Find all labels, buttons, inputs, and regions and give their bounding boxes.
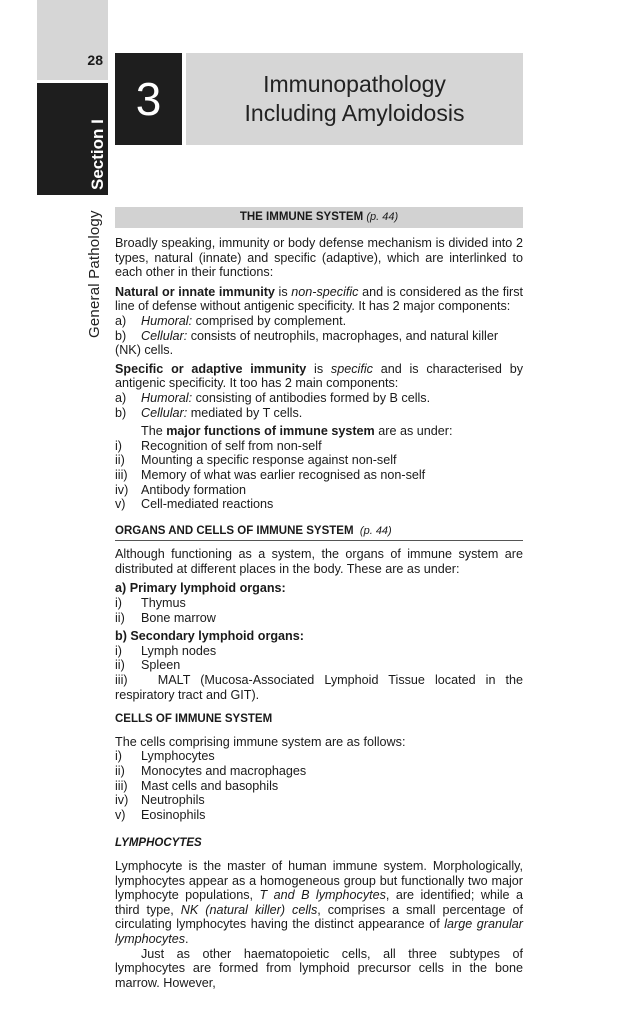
- organs-ref: (p. 44): [359, 524, 392, 537]
- list-marker: ii): [115, 453, 125, 468]
- list-label: Humoral:: [141, 313, 193, 328]
- list-marker: i): [115, 596, 122, 611]
- list-label: Humoral:: [141, 390, 193, 405]
- primary-organs-heading: a) Primary lymphoid organs:: [115, 581, 286, 596]
- list-text: Thymus: [141, 596, 186, 611]
- natural-term: Natural or innate immunity: [115, 284, 275, 299]
- list-marker: a): [115, 313, 127, 328]
- organs-heading-text: ORGANS AND CELLS OF IMMUNE SYSTEM: [115, 524, 354, 537]
- list-item: [115, 644, 523, 659]
- list-item: [115, 391, 523, 406]
- specific-immunity-para: [115, 362, 523, 391]
- text-run: , comprises a small percentage of circulating lymphocytes having the distinct appearance of: [115, 902, 524, 932]
- chapter-number: 3: [115, 53, 182, 145]
- text-run-italic: NK (natural killer) cells: [180, 902, 318, 917]
- list-marker: a): [115, 390, 127, 405]
- list-label: Cellular:: [141, 328, 188, 343]
- list-text: Lymph nodes: [141, 643, 217, 658]
- list-text: Mounting a specific response against non-self: [141, 453, 397, 468]
- immune-intro: Broadly speaking, immunity or body defense mechanism is divided into 2 types, natural (innate) and specific (adaptive), which are interlinked to each other in their functions:: [115, 236, 523, 280]
- list-marker: b): [115, 328, 127, 343]
- list-item: [115, 808, 523, 823]
- list-marker: iii): [115, 778, 128, 793]
- list-item: [115, 314, 523, 329]
- natural-immunity-para: [115, 285, 523, 314]
- list-marker: ii): [115, 610, 125, 625]
- list-text: consisting of antibodies formed by B cells.: [192, 390, 431, 405]
- text-run: Lymphocyte is the master of human immune system. Morphologically, lymphocytes appear as a homogeneous group but functionally two major lymphocyte populations,: [115, 858, 523, 903]
- list-text: Recognition of self from non-self: [141, 438, 322, 453]
- organs-intro: Although functioning as a system, the organs of immune system are distributed at different places in the body. These are as under:: [115, 547, 523, 576]
- lymphocytes-heading: LYMPHOCYTES: [115, 837, 202, 850]
- specific-is: is: [306, 361, 331, 376]
- list-marker: v): [115, 497, 126, 512]
- functions-post: are as under:: [374, 424, 453, 439]
- natural-nonspecific: non-specific: [291, 284, 359, 299]
- list-marker: ii): [115, 658, 125, 673]
- list-marker: i): [115, 438, 122, 453]
- list-marker: iv): [115, 482, 129, 497]
- list-text: Monocytes and macrophages: [141, 764, 307, 778]
- immune-system-heading: [115, 207, 523, 228]
- list-text: Eosinophils: [141, 807, 206, 822]
- list-item: [115, 468, 523, 483]
- specific-rest: and is characterised by antigenic specificity. It too has 2 main components:: [115, 361, 524, 391]
- list-text: Bone marrow: [141, 610, 216, 625]
- list-text: Memory of what was earlier recognised as non-self: [141, 467, 426, 482]
- immune-system-heading-text: THE IMMUNE SYSTEM: [239, 211, 364, 223]
- list-item: [115, 793, 523, 808]
- list-text: Lymphocytes: [141, 749, 215, 764]
- cells-intro: The cells comprising immune system are as follows:: [115, 734, 406, 749]
- list-marker: i): [115, 749, 122, 764]
- list-item: [115, 483, 523, 498]
- list-text: Neutrophils: [141, 793, 205, 808]
- page-number: 28: [87, 52, 103, 68]
- list-item: [115, 453, 523, 468]
- list-item: [115, 611, 523, 626]
- chapter-title-line1: Immunopathology: [263, 71, 446, 97]
- list-text: mediated by T cells.: [187, 405, 303, 420]
- part-label: General Pathology: [86, 210, 103, 338]
- list-item: [115, 596, 523, 611]
- list-item: [115, 779, 523, 794]
- list-marker: ii): [115, 764, 125, 778]
- list-text: Mast cells and basophils: [141, 778, 279, 793]
- text-run: , are identified; while a third type,: [115, 888, 523, 917]
- immune-system-ref: (p. 44): [366, 211, 399, 223]
- list-marker: v): [115, 807, 126, 822]
- list-marker: i): [115, 643, 122, 658]
- list-item: [115, 439, 523, 454]
- natural-rest: and is considered as the first line of defense without antigenic specificity. It has 2 major components:: [115, 284, 524, 314]
- malt-item: iii) MALT (Mucosa-Associated Lymphoid Tissue located in the respiratory tract and GIT).: [115, 673, 523, 702]
- list-item: [115, 749, 523, 764]
- functions-pre: The: [141, 424, 167, 439]
- text-run-italic: large granular lymphocytes: [115, 917, 523, 946]
- list-item: [115, 658, 523, 673]
- list-text: comprised by complement.: [192, 313, 347, 328]
- lymphocytes-para1: [115, 859, 523, 947]
- list-text: Spleen: [141, 658, 181, 673]
- organs-heading: [115, 524, 523, 542]
- list-item: [115, 497, 523, 512]
- list-marker: b): [115, 405, 127, 420]
- list-label: Cellular:: [141, 405, 188, 420]
- lymphocytes-para2: Just as other haematopoietic cells, all three subtypes of lymphocytes are formed from lymphoid precursor cells in the bone marrow. However,: [115, 946, 523, 990]
- secondary-organs-heading: b) Secondary lymphoid organs:: [115, 629, 304, 644]
- list-marker: iii): [115, 467, 128, 482]
- section-label: Section I: [88, 119, 107, 190]
- text-run-italic: T and B lymphocytes: [259, 888, 386, 903]
- list-text: consists of neutrophils, macrophages, and natural killer (NK) cells.: [115, 328, 499, 358]
- natural-is: is: [274, 284, 292, 299]
- specific-word: specific: [330, 361, 373, 376]
- page-content: [115, 207, 523, 995]
- list-text: Antibody formation: [141, 482, 247, 497]
- functions-bold: major functions of immune system: [166, 424, 375, 439]
- margin-tab-top: [37, 0, 108, 80]
- functions-intro: [115, 424, 523, 439]
- list-item: [115, 329, 523, 358]
- cells-heading: CELLS OF IMMUNE SYSTEM: [115, 713, 273, 726]
- list-marker: iv): [115, 793, 129, 808]
- list-item: [115, 406, 523, 421]
- list-item: [115, 764, 523, 779]
- specific-term: Specific or adaptive immunity: [115, 361, 307, 376]
- list-text: Cell-mediated reactions: [141, 497, 274, 512]
- text-run: .: [185, 931, 189, 946]
- chapter-title: [186, 53, 523, 145]
- chapter-title-line2: Including Amyloidosis: [244, 100, 465, 126]
